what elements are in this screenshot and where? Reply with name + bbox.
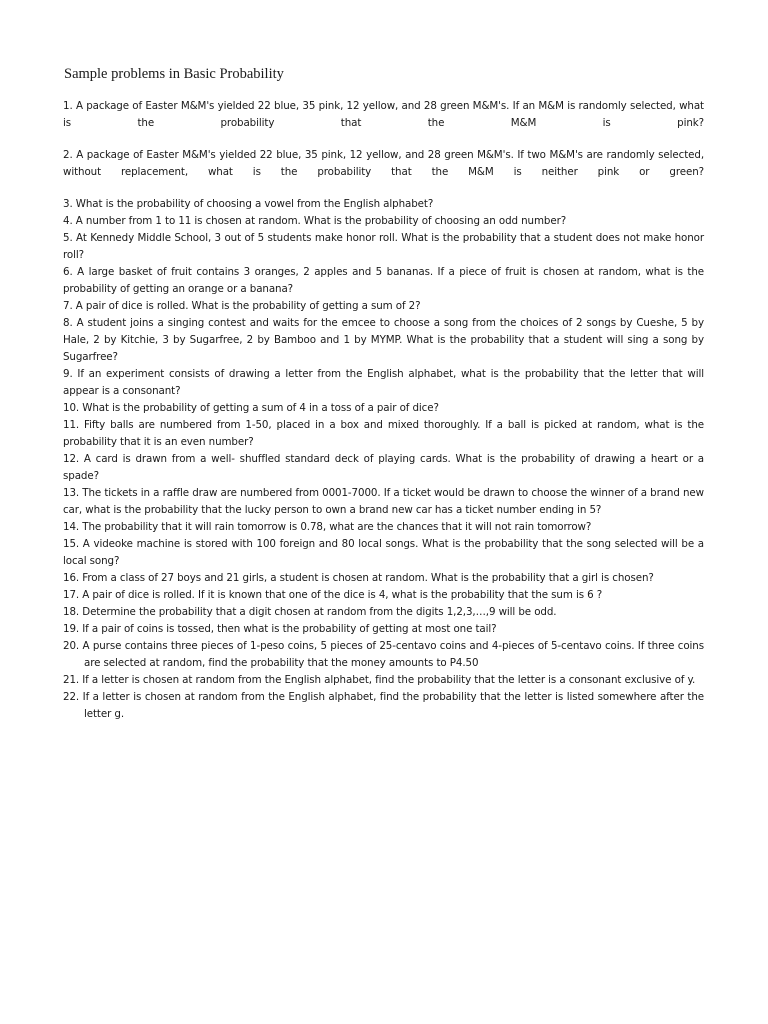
- problem-18: 18. Determine the probability that a digit chosen at random from the digits 1,2,3,…,9 will be odd.: [63, 606, 557, 618]
- problem-list: [63, 98, 704, 723]
- problem-10: 10. What is the probability of getting a sum of 4 in a toss of a pair of dice?: [63, 402, 439, 414]
- problem-3: 3. What is the probability of choosing a vowel from the English alphabet?: [63, 198, 434, 210]
- problem-2: 2. A package of Easter M&M's yielded 22 blue, 35 pink, 12 yellow, and 28 green M&M's. If two M&M's are randomly selected, without replacement, what is the probability that the M&M is neither pink or green?: [63, 149, 704, 178]
- problem-5: 5. At Kennedy Middle School, 3 out of 5 students make honor roll. What is the probability that a student does not make honor roll?: [63, 232, 704, 261]
- problem-14: 14. The probability that it will rain tomorrow is 0.78, what are the chances that it will not rain tomorrow?: [63, 521, 592, 533]
- problem-6: 6. A large basket of fruit contains 3 oranges, 2 apples and 5 bananas. If a piece of fruit is chosen at random, what is the probability of getting an orange or a banana?: [63, 266, 704, 295]
- problem-15: 15. A videoke machine is stored with 100 foreign and 80 local songs. What is the probability that the song selected will be a local song?: [63, 538, 704, 567]
- problem-22: 22. If a letter is chosen at random from the English alphabet, find the probability that the letter is listed somewhere after the letter g.: [63, 691, 704, 720]
- problem-13: 13. The tickets in a raffle draw are numbered from 0001-7000. If a ticket would be drawn to choose the winner of a brand new car, what is the probability that the lucky person to own a brand new car has a ticket number ending in 5?: [63, 487, 704, 516]
- problem-4: 4. A number from 1 to 11 is chosen at random. What is the probability of choosing an odd number?: [63, 215, 567, 227]
- problem-1: 1. A package of Easter M&M's yielded 22 blue, 35 pink, 12 yellow, and 28 green M&M's. If an M&M is randomly selected, what is the probability that the M&M is pink?: [63, 100, 704, 129]
- problem-21: 21. If a letter is chosen at random from the English alphabet, find the probability that the letter is a consonant exclusive of y.: [63, 674, 696, 686]
- page-title: Sample problems in Basic Probability: [64, 66, 284, 82]
- problem-11: 11. Fifty balls are numbered from 1-50, placed in a box and mixed thoroughly. If a ball is picked at random, what is the probability that it is an even number?: [63, 419, 704, 448]
- problem-7: 7. A pair of dice is rolled. What is the probability of getting a sum of 2?: [63, 300, 421, 312]
- problem-19: 19. If a pair of coins is tossed, then what is the probability of getting at most one tail?: [63, 623, 497, 635]
- problem-20: 20. A purse contains three pieces of 1-peso coins, 5 pieces of 25-centavo coins and 4-pieces of 5-centavo coins. If three coins are selected at random, find the probability that the money amounts to P4.50: [63, 640, 704, 669]
- problem-16: 16. From a class of 27 boys and 21 girls, a student is chosen at random. What is the probability that a girl is chosen?: [63, 572, 654, 584]
- problem-17: 17. A pair of dice is rolled. If it is known that one of the dice is 4, what is the probability that the sum is 6 ?: [63, 589, 603, 601]
- problem-9: 9. If an experiment consists of drawing a letter from the English alphabet, what is the probability that the letter that will appear is a consonant?: [63, 368, 704, 397]
- problem-12: 12. A card is drawn from a well- shuffled standard deck of playing cards. What is the probability of drawing a heart or a spade?: [63, 453, 704, 482]
- problem-8: 8. A student joins a singing contest and waits for the emcee to choose a song from the choices of 2 songs by Cueshe, 5 by Hale, 2 by Kitchie, 3 by Sugarfree, 2 by Bamboo and 1 by MYMP. What is the probability that a student will sing a song by Sugarfree?: [63, 317, 704, 363]
